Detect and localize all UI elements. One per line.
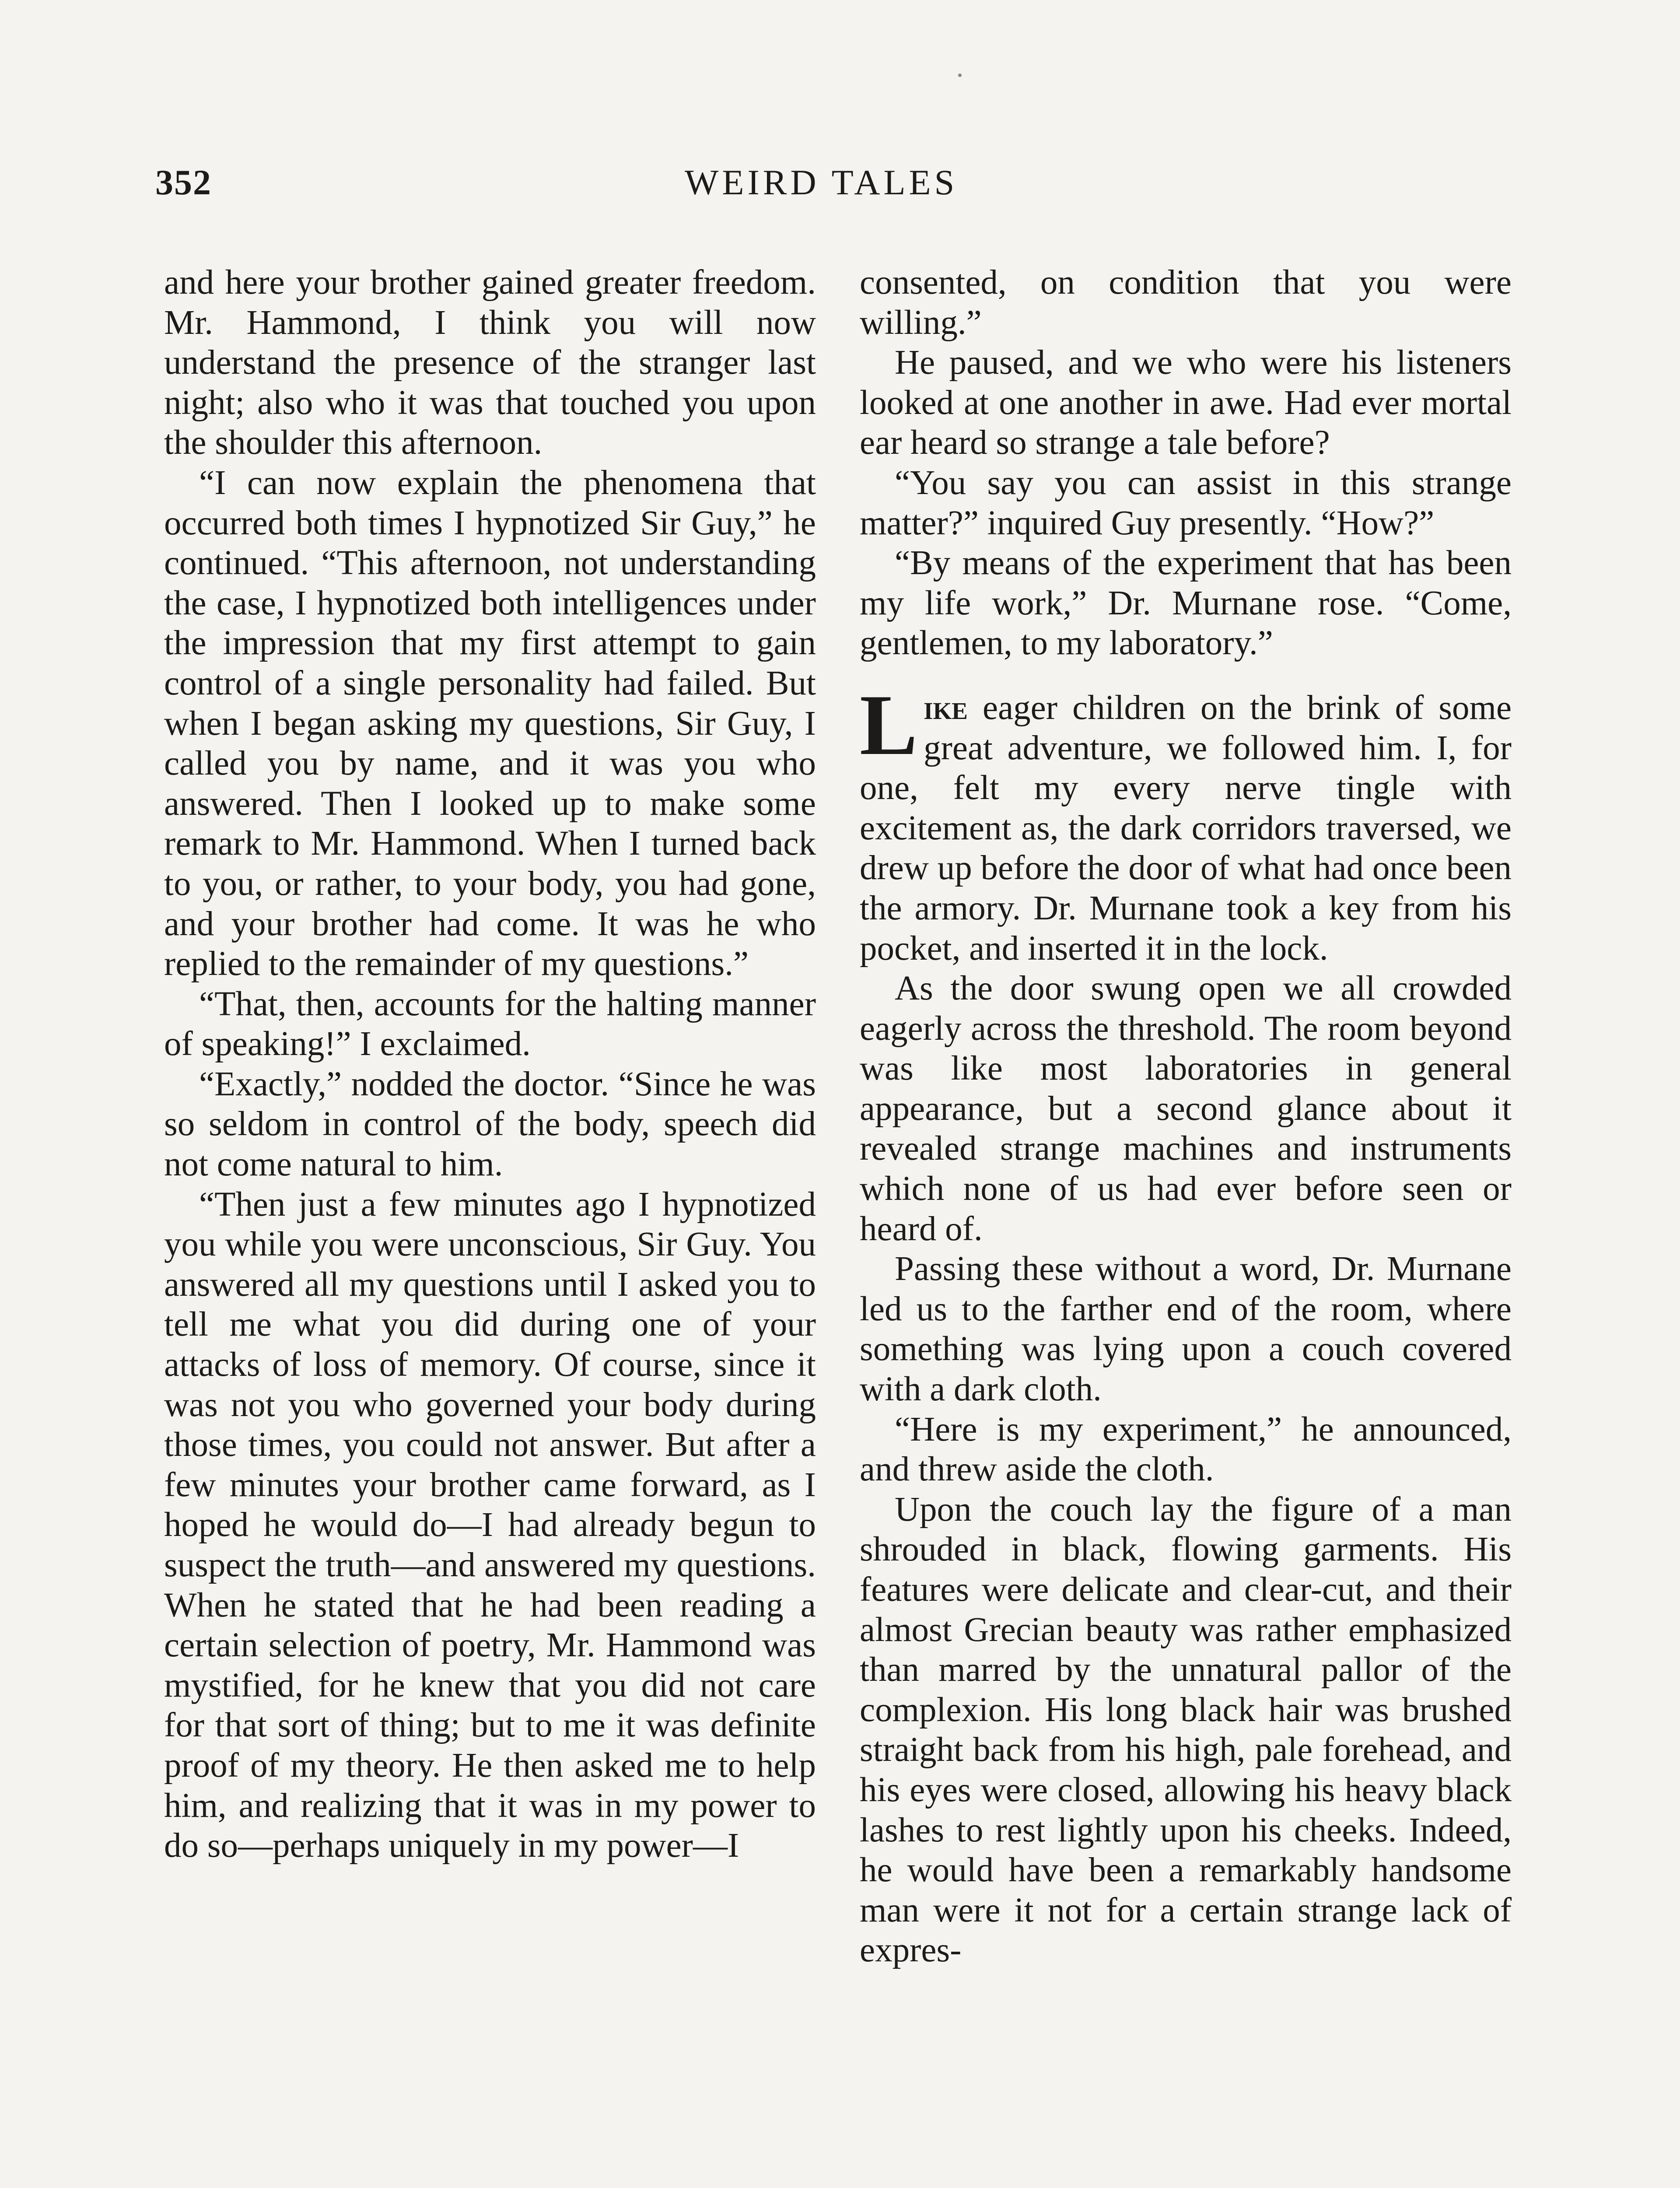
paragraph: “That, then, accounts for the halting manner of speaking!” I exclaimed.	[164, 985, 816, 1063]
speck-mark	[958, 74, 962, 77]
drop-cap: L	[860, 677, 918, 773]
small-caps-lead: ike	[924, 688, 968, 727]
paragraph: “I can now explain the phenomena that occurred both times I hypnotized Sir Guy,” he continued. “This afternoon, not understanding the case, I hypnotized both intelligences under the impression that my first attempt to gain control of a single personality had failed. But when I began asking my questions, Sir Guy, I called you by name, and it was you who answered. Then I looked up to make some remark to Mr. Hammond. When I turned back to you, or rather, to your body, you had gone, and your brother had come. It was he who replied to the remainder of my questions.”	[164, 463, 816, 983]
journal-title: WEIRD TALES	[685, 162, 958, 202]
paragraph: “By means of the experiment that has been my life work,” Dr. Murnane rose. “Come, gentlemen, to my laboratory.”	[860, 544, 1512, 663]
paragraph: He paused, and we who were his listeners looked at one another in awe. Had ever mortal ear heard so strange a tale before?	[860, 344, 1512, 462]
running-head	[0, 162, 1680, 214]
left-column	[164, 263, 816, 1866]
paragraph: Passing these without a word, Dr. Murnane led us to the farther end of the room, where something was lying upon a couch covered with a dark cloth.	[860, 1250, 1512, 1409]
page-number: 352	[155, 162, 212, 202]
paragraph: “Exactly,” nodded the doctor. “Since he was so seldom in control of the body, speech did not come natural to him.	[164, 1065, 816, 1184]
paragraph: Upon the couch lay the figure of a man shrouded in black, flowing garments. His features were delicate and clear-cut, and their almost Grecian beauty was rather emphasized than marred by the unnatural pallor of the complexion. His long black hair was brushed straight back from his high, pale forehead, and his eyes were closed, allowing his heavy black lashes to rest lightly upon his cheeks. Indeed, he would have been a remarkably handsome man were it not for a certain strange lack of expres-	[860, 1490, 1512, 1970]
paragraph: “Then just a few minutes ago I hypnotized you while you were unconscious, Sir Guy. You answered all my questions until I asked you to tell me what you did during one of your attacks of loss of memory. Of course, since it was not you who governed your body during those times, you could not answer. But after a few minutes your brother came forward, as I hoped he would do—I had already begun to suspect the truth—and answered my questions. When he stated that he had been reading a certain selection of poetry, Mr. Hammond was mystified, for he knew that you did not care for that sort of thing; but to me it was definite proof of my theory. He then asked me to help him, and realizing that it was in my power to do so—perhaps uniquely in my power—I	[164, 1185, 816, 1865]
paragraph: and here your brother gained greater freedom. Mr. Hammond, I think you will now understand the presence of the stranger last night; also who it was that touched you upon the shoulder this afternoon.	[164, 263, 816, 462]
section-opening-text: eager children on the brink of some great adventure, we followed him. I, for one, felt my every nerve tingle with excitement as, the dark corridors traversed, we drew up before the door of what had once been the armory. Dr. Murnane took a key from his pocket, and inserted it in the lock.	[860, 688, 1512, 968]
paragraph: “You say you can assist in this strange matter?” inquired Guy presently. “How?”	[860, 463, 1512, 542]
right-column	[860, 263, 1512, 1971]
section-opening-paragraph	[860, 677, 1512, 968]
paragraph: As the door swung open we all crowded eagerly across the threshold. The room beyond was like most laboratories in general appearance, but a second glance about it revealed strange machines and instruments which none of us had ever before seen or heard of.	[860, 969, 1512, 1248]
paragraph: consented, on condition that you were willing.”	[860, 263, 1512, 342]
paragraph: “Here is my experiment,” he announced, and threw aside the cloth.	[860, 1410, 1512, 1489]
